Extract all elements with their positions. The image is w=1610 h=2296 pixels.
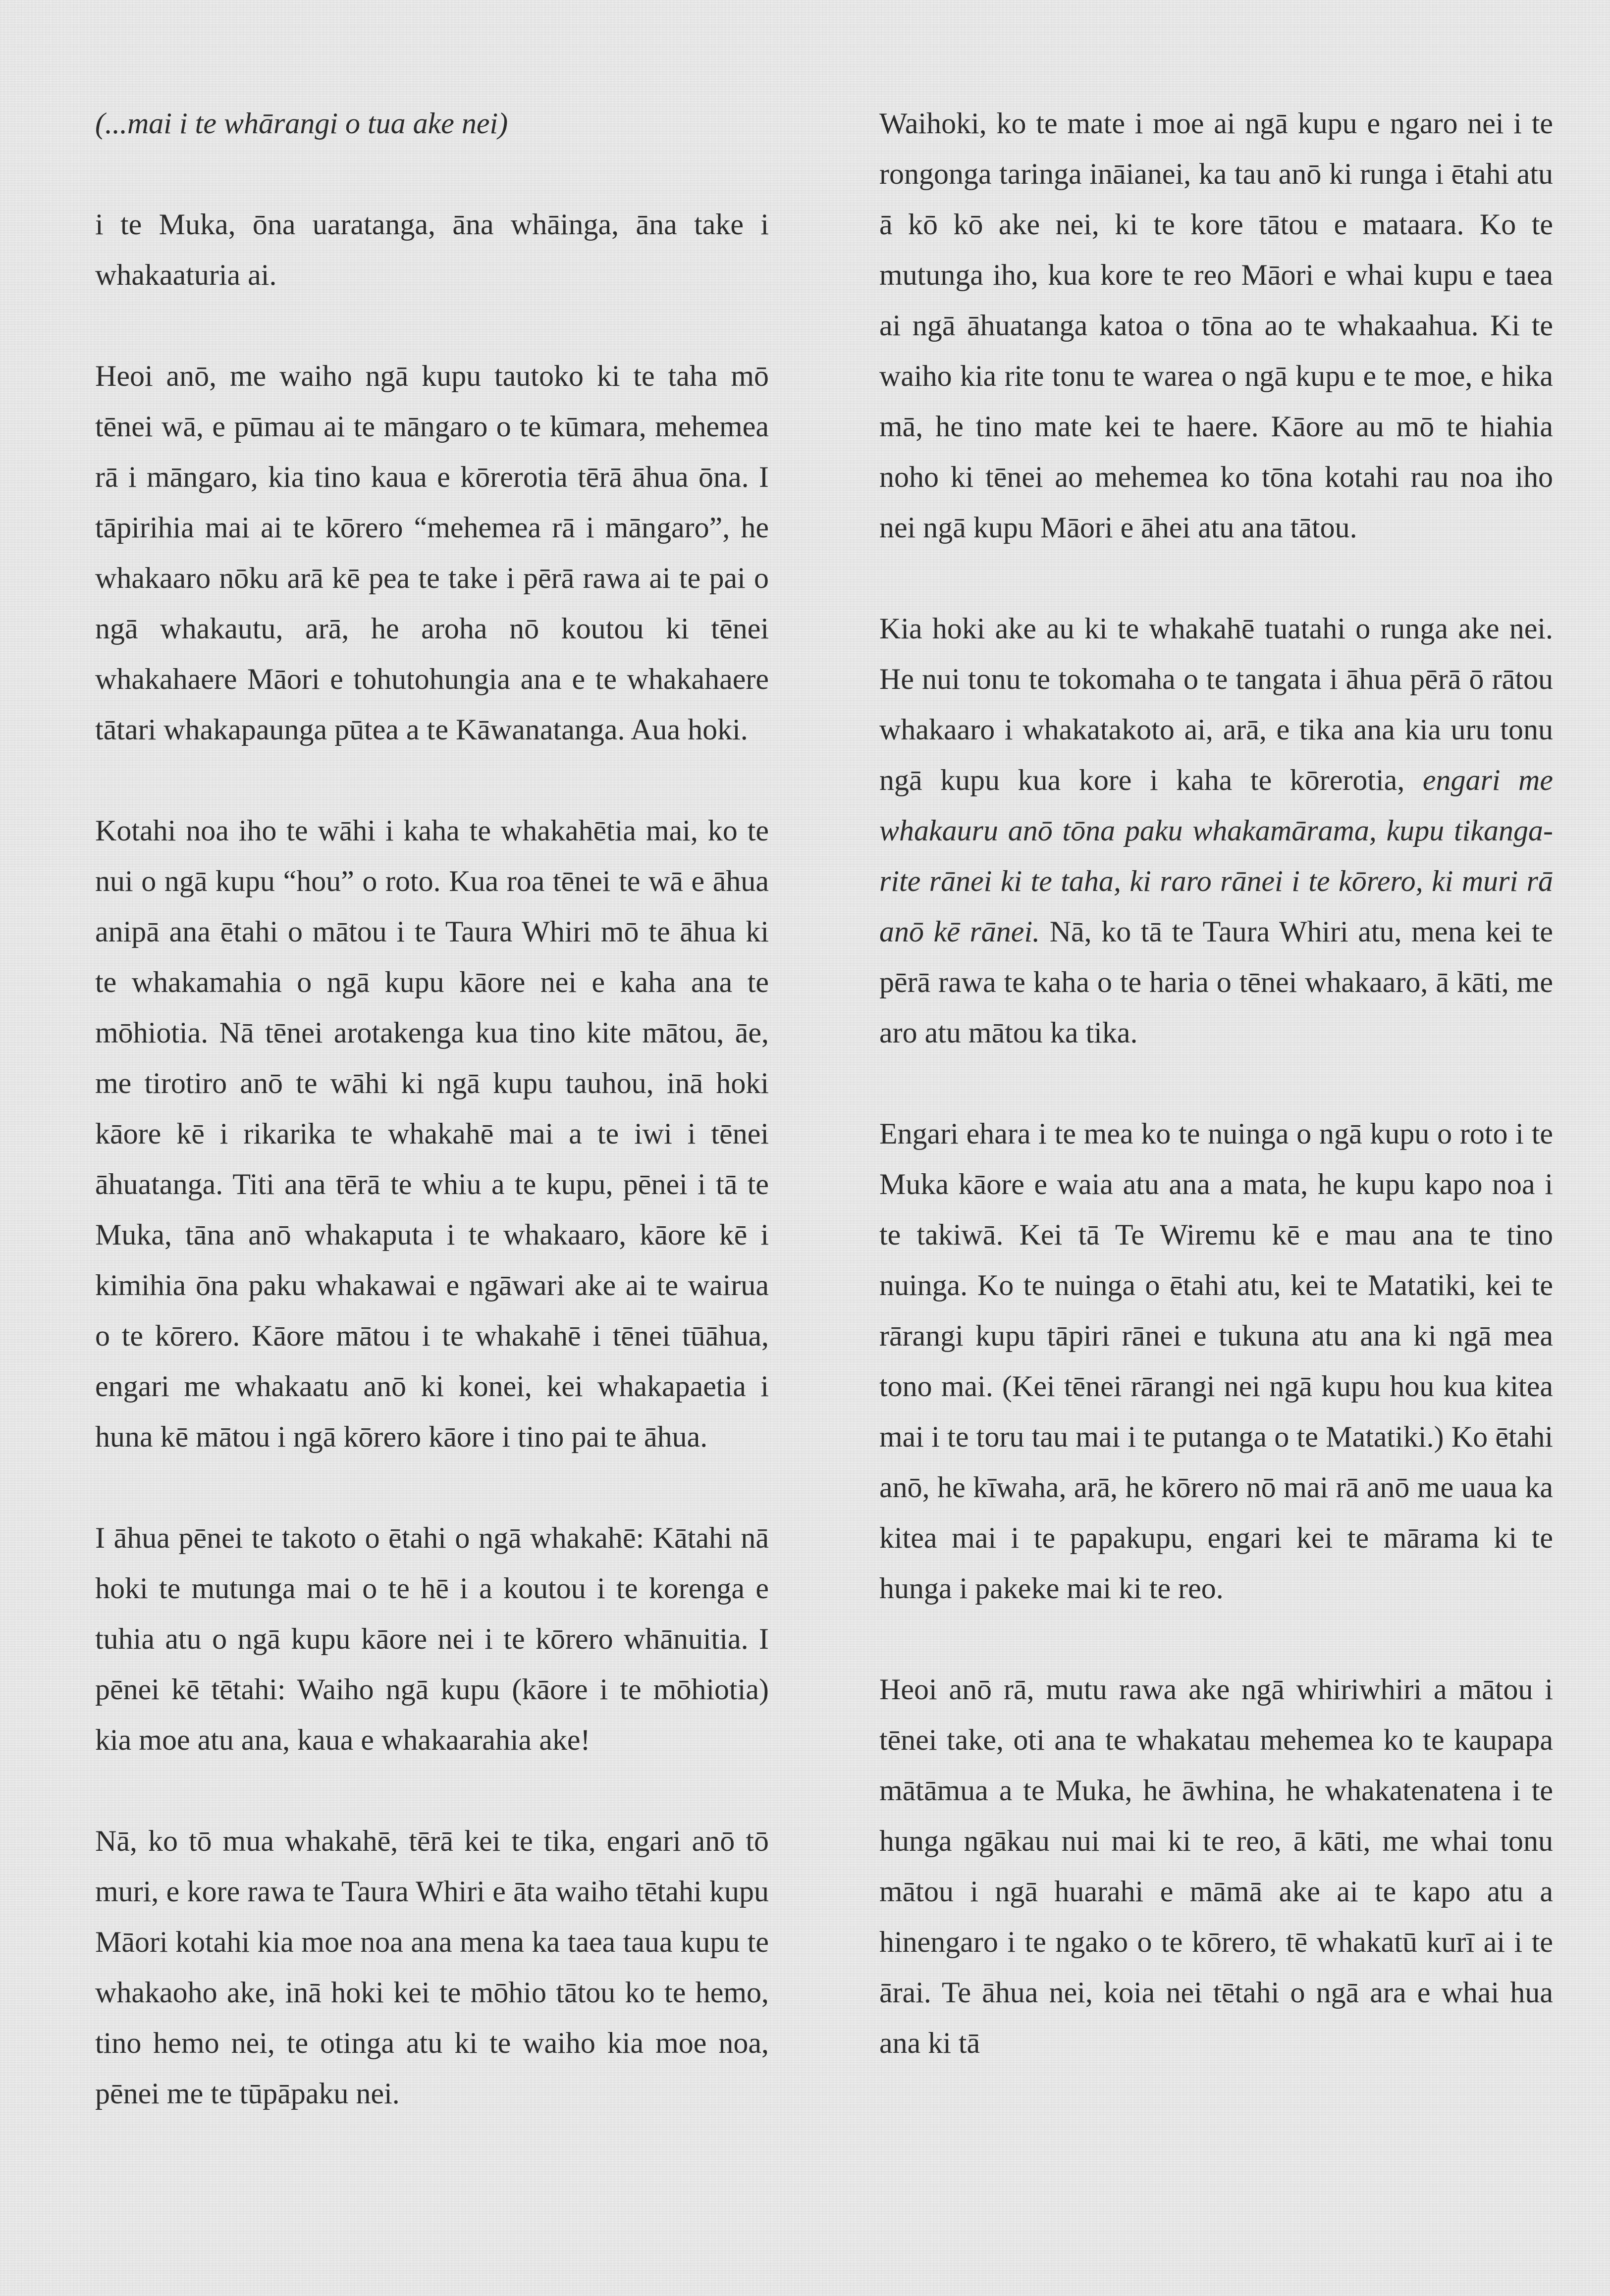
right-column xyxy=(879,98,1553,2068)
continuation-note: (...mai i te whārangi o tua ake nei) xyxy=(95,107,508,140)
left-paragraph-2: Heoi anō, me waiho ngā kupu tautoko ki te taha mō tēnei wā, e pūmau ai te māngaro o te kūmara, mehemea rā i māngaro, kia tino kaua e kōrerotia tērā āhua ōna. I tāpirihia mai ai te kōrero “mehemea rā i māngaro”, he whakaaro nōku arā kē pea te take i pērā rawa ai te pai o ngā whakautu, arā, he aroha nō koutou ki tēnei whakahaere Māori e tohutohungia ana e te whakahaere tātari whakapaunga pūtea a te Kāwanatanga. Aua hoki. xyxy=(95,360,769,746)
right-paragraph-2-start: Kia hoki ake au ki te whakahē tuatahi o runga ake nei. He nui tonu te tokomaha o te tangata i āhua pērā ō rātou whakaaro i whakatakoto ai, arā, e tika ana kia uru tonu ngā kupu kua kore i kaha te kōrerotia, xyxy=(879,612,1553,796)
left-paragraph-4: I āhua pēnei te takoto o ētahi o ngā whakahē: Kātahi nā hoki te mutunga mai o te hē i a koutou i te korenga e tuhia atu o ngā kupu kāore nei i te kōrero whānuitia. I pēnei kē tētahi: Waiho ngā kupu (kāore i te mōhiotia) kia moe atu ana, kaua e whakaarahia ake! xyxy=(95,1521,769,1756)
right-paragraph-1: Waihoki, ko te mate i moe ai ngā kupu e ngaro nei i te rongonga taringa ināianei, ka tau anō ki runga i ētahi atu ā kō kō ake nei, ki te kore tātou e mataara. Ko te mutunga iho, kua kore te reo Māori e whai kupu e taea ai ngā āhuatanga katoa o tōna ao te whakaahua. Ki te waiho kia rite tonu te warea o ngā kupu e te moe, e hika mā, he tino mate kei te haere. Kāore au mō te hiahia noho ki tēnei ao mehemea ko tōna kotahi rau noa iho nei ngā kupu Māori e āhei atu ana tātou. xyxy=(879,107,1553,544)
right-paragraph-2-end: Nā, ko tā te Taura Whiri atu, mena kei te pērā rawa te kaha o te haria o tēnei whakaaro, ā kāti, me aro atu mātou ka tika. xyxy=(879,915,1553,1049)
right-paragraph-3: Engari ehara i te mea ko te nuinga o ngā kupu o roto i te Muka kāore e waia atu ana a mata, he kupu kapo noa i te takiwā. Kei tā Te Wiremu kē e mau ana te tino nuinga. Ko te nuinga o ētahi atu, kei te Matatiki, kei te rārangi kupu tāpiri rānei e tukuna atu ana ki ngā mea tono mai. (Kei tēnei rārangi nei ngā kupu hou kua kitea mai i te toru tau mai i te putanga o te Matatiki.) Ko ētahi anō, he kīwaha, arā, he kōrero nō mai rā anō me uaua ka kitea mai i te papakupu, engari kei te mārama ki te hunga i pakeke mai ki te reo. xyxy=(879,1117,1553,1605)
left-paragraph-5: Nā, ko tō mua whakahē, tērā kei te tika, engari anō tō muri, e kore rawa te Taura Whiri e āta waiho tētahi kupu Māori kotahi kia moe noa ana mena ka taea taua kupu te whakaoho ake, inā hoki kei te mōhio tātou ko te hemo, tino hemo nei, te otinga atu ki te waiho kia moe noa, pēnei me te tūpāpaku nei. xyxy=(95,1825,769,2110)
left-paragraph-3: Kotahi noa iho te wāhi i kaha te whakahētia mai, ko te nui o ngā kupu “hou” o roto. Kua roa tēnei te wā e āhua anipā ana ētahi o mātou i te Taura Whiri mō te āhua ki te whakamahia o ngā kupu kāore nei e kaha ana te mōhiotia. Nā tēnei arotakenga kua tino kite mātou, āe, me tirotiro anō te wāhi ki ngā kupu tauhou, inā hoki kāore kē i rikarika te whakahē mai a te iwi i tēnei āhuatanga. Titi ana tērā te whiu a te kupu, pēnei i tā te Muka, tāna anō whakaputa i te whakaaro, kāore kē i kimihia ōna paku whakawai e ngāwari ake ai te wairua o te kōrero. Kāore mātou i te whakahē i tēnei tūāhua, engari me whakaatu anō ki konei, kei whakapaetia i huna kē mātou i ngā kōrero kāore i tino pai te āhua. xyxy=(95,814,769,1453)
left-column xyxy=(95,98,769,2119)
right-paragraph-2-italic: engari me whakauru anō tōna paku whakamārama, kupu tikanga-rite rānei ki te taha, ki raro rānei i te kōrero, ki muri rā anō kē rānei. xyxy=(879,764,1553,948)
left-paragraph-1: i te Muka, ōna uaratanga, āna whāinga, āna take i whakaaturia ai. xyxy=(95,208,769,291)
right-paragraph-4: Heoi anō rā, mutu rawa ake ngā whiriwhiri a mātou i tēnei take, oti ana te whakatau mehemea ko te kaupapa mātāmua a te Muka, he āwhina, he whakatenatena i te hunga ngākau nui mai ki te reo, ā kāti, me whai tonu mātou i ngā huarahi e māmā ake ai te kapo atu a hinengaro i te ngako o te kōrero, tē whakatū kurī ai i te ārai. Te āhua nei, koia nei tētahi o ngā ara e whai hua ana ki tā xyxy=(879,1673,1553,2059)
right-paragraph-2 xyxy=(879,603,1553,1058)
